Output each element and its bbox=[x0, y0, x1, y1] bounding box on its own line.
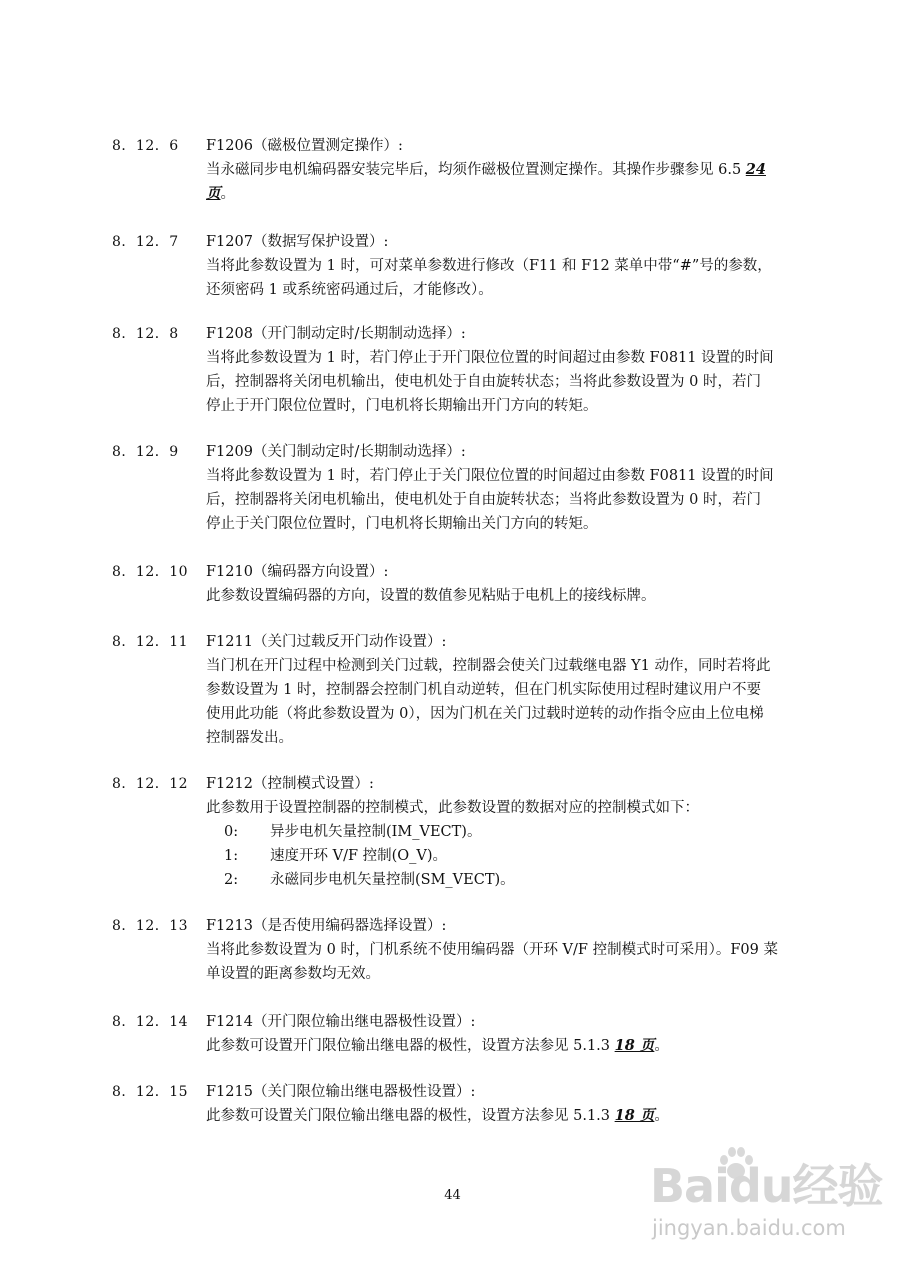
body-line: 页。 bbox=[206, 185, 235, 202]
body-line: 当将此参数设置为 1 时，可对菜单参数进行修改（F11 和 F12 菜单中带“#”号的参数， bbox=[206, 258, 772, 274]
watermark-logo: Baidu经验 bbox=[650, 1159, 883, 1213]
option-text: 速度开环 V/F 控制(O_V)。 bbox=[270, 848, 448, 864]
body-line: 后，控制器将关闭电机输出，使电机处于自由旋转状态；当将此参数设置为 0 时，若门 bbox=[206, 374, 761, 390]
option-row bbox=[206, 844, 818, 868]
watermark-url: jingyan.baidu.com bbox=[652, 1216, 846, 1240]
page-reference[interactable]: 18 页 bbox=[614, 1107, 655, 1124]
section-body bbox=[206, 464, 818, 536]
body-line: 当永磁同步电机编码器安装完毕后，均须作磁极位置测定操作。其操作步骤参见 6.5 24 bbox=[206, 161, 766, 178]
section-title: F1206（磁极位置测定操作）: bbox=[206, 138, 403, 154]
section-number: 8．12．6 bbox=[112, 138, 179, 154]
section-number: 8．12．7 bbox=[112, 234, 179, 250]
page-reference[interactable]: 24 bbox=[745, 161, 766, 178]
body-line: 当将此参数设置为 0 时，门机系统不使用编码器（开环 V/F 控制模式时可采用）。F09 菜 bbox=[206, 942, 778, 958]
body-line: 停止于开门限位位置时，门电机将长期输出开门方向的转矩。 bbox=[206, 398, 598, 414]
body-line: 此参数可设置关门限位输出继电器的极性，设置方法参见 5.1.3 18 页。 bbox=[206, 1107, 669, 1124]
option-code: 1: bbox=[224, 848, 239, 864]
option-code: 2: bbox=[224, 872, 239, 888]
body-line: 当将此参数设置为 1 时，若门停止于关门限位位置的时间超过由参数 F0811 设置的时间 bbox=[206, 468, 774, 484]
section-body bbox=[206, 654, 818, 750]
option-text: 永磁同步电机矢量控制(SM_VECT)。 bbox=[270, 872, 515, 888]
section-title: F1207（数据写保护设置）: bbox=[206, 234, 389, 250]
section-body bbox=[206, 254, 818, 302]
section-body bbox=[206, 938, 818, 986]
page-reference[interactable]: 页 bbox=[206, 185, 221, 202]
body-line: 此参数用于设置控制器的控制模式，此参数设置的数据对应的控制模式如下： bbox=[206, 800, 699, 816]
body-line: 此参数可设置开门限位输出继电器的极性，设置方法参见 5.1.3 18 页。 bbox=[206, 1037, 669, 1054]
section-body bbox=[206, 796, 818, 892]
section-body bbox=[206, 346, 818, 418]
option-text: 异步电机矢量控制(IM_VECT)。 bbox=[270, 824, 482, 840]
section-title: F1210（编码器方向设置）: bbox=[206, 564, 389, 580]
section-title: F1214（开门限位输出继电器极性设置）: bbox=[206, 1014, 476, 1030]
section-title: F1209（关门制动定时/长期制动选择）: bbox=[206, 444, 466, 460]
body-line: 当将此参数设置为 1 时，若门停止于开门限位位置的时间超过由参数 F0811 设置的时间 bbox=[206, 350, 774, 366]
body-line: 此参数设置编码器的方向，设置的数值参见粘贴于电机上的接线标牌。 bbox=[206, 588, 656, 604]
body-line: 单设置的距离参数均无效。 bbox=[206, 966, 380, 982]
section-title: F1213（是否使用编码器选择设置）: bbox=[206, 918, 447, 934]
option-code: 0: bbox=[224, 824, 239, 840]
body-line: 还须密码 1 或系统密码通过后，才能修改）。 bbox=[206, 282, 493, 298]
body-line: 使用此功能（将此参数设置为 0），因为门机在关门过载时逆转的动作指令应由上位电梯 bbox=[206, 706, 764, 722]
body-line: 控制器发出。 bbox=[206, 730, 293, 746]
section-number: 8．12．14 bbox=[112, 1014, 189, 1030]
section-number: 8．12．13 bbox=[112, 918, 189, 934]
section-body bbox=[206, 584, 818, 608]
section-body bbox=[206, 1034, 818, 1058]
section-number: 8．12．10 bbox=[112, 564, 189, 580]
section-title: F1212（控制模式设置）: bbox=[206, 776, 374, 792]
section-body bbox=[206, 158, 818, 206]
page-reference[interactable]: 18 页 bbox=[614, 1037, 655, 1054]
option-row bbox=[206, 868, 818, 892]
section-number: 8．12．12 bbox=[112, 776, 189, 792]
section-number: 8．12．15 bbox=[112, 1084, 189, 1100]
section-number: 8．12．11 bbox=[112, 634, 189, 650]
body-line: 后，控制器将关闭电机输出，使电机处于自由旋转状态；当将此参数设置为 0 时，若门 bbox=[206, 492, 761, 508]
baidu-watermark bbox=[640, 1150, 890, 1260]
section-title: F1215（关门限位输出继电器极性设置）: bbox=[206, 1084, 476, 1100]
section-number: 8．12．8 bbox=[112, 326, 179, 342]
section-title: F1208（开门制动定时/长期制动选择）: bbox=[206, 326, 466, 342]
body-line: 当门机在开门过程中检测到关门过载，控制器会使关门过载继电器 Y1 动作，同时若将此 bbox=[206, 658, 771, 674]
body-line: 停止于关门限位位置时，门电机将长期输出关门方向的转矩。 bbox=[206, 516, 598, 532]
section-body bbox=[206, 1104, 818, 1128]
section-title: F1211（关门过载反开门动作设置）: bbox=[206, 634, 447, 650]
section-number: 8．12．9 bbox=[112, 444, 179, 460]
option-row bbox=[206, 820, 818, 844]
body-line: 参数设置为 1 时，控制器会控制门机自动逆转，但在门机实际使用过程时建议用户不要 bbox=[206, 682, 761, 698]
page-number: 44 bbox=[444, 1188, 461, 1203]
